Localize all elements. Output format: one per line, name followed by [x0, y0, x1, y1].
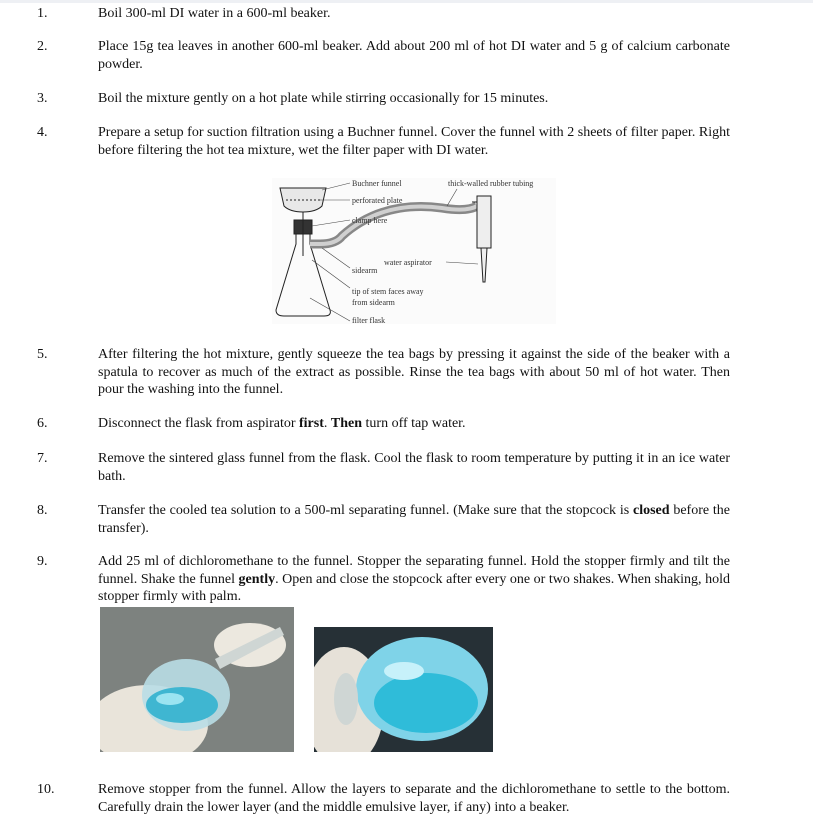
step-text [98, 553, 730, 606]
label-rubber-tubing: thick-walled rubber tubing [448, 179, 534, 188]
step-number: 4. [37, 125, 48, 140]
step-number: 10. [37, 782, 55, 797]
label-filter-flask: filter flask [352, 316, 386, 324]
step-number: 1. [37, 6, 48, 21]
label-tip-of-stem: tip of stem faces away [352, 287, 424, 296]
rubber-tubing-drawing [310, 206, 477, 244]
step-number: 6. [37, 416, 48, 431]
text-run: . Open and close the stopcock after every one or two shakes. When shaking, hold stopper firmly with palm. [98, 571, 730, 604]
label-perforated-plate: perforated plate [352, 196, 403, 205]
photo-shaking-funnel [100, 607, 294, 752]
text-run: . [323, 416, 331, 431]
label-clamp-here: clamp here [352, 216, 388, 225]
step-text [98, 502, 730, 537]
photo-venting-funnel [314, 627, 493, 752]
text-run: Transfer the cooled tea solution to a 500-ml separating funnel. (Make sure that the stopcock is [98, 503, 633, 518]
step-number: 7. [37, 451, 48, 466]
label-sidearm: sidearm [352, 266, 378, 275]
step-text: Place 15g tea leaves in another 600-ml beaker. Add about 200 ml of hot DI water and 5 g of calcium carbonate powder. [98, 39, 730, 72]
step-text: Remove stopper from the funnel. Allow the layers to separate and the dichloromethane to settle to the bottom. Carefully drain the lower layer (and the middle emulsive layer, if any) into a beaker. [98, 782, 730, 815]
step-text: Remove the sintered glass funnel from the flask. Cool the flask to room temperature by putting it in an ice water bath. [98, 451, 730, 484]
bold-text: closed [632, 503, 670, 518]
bold-text: first [299, 416, 324, 431]
suction-filtration-diagram [272, 178, 556, 324]
page-top-edge [0, 0, 813, 3]
step-number: 3. [37, 91, 48, 106]
step-number: 5. [37, 347, 48, 362]
step-text: After filtering the hot mixture, gently squeeze the tea bags by pressing it against the side of the beaker with a spatula to recover as much of the extract as possible. Rinse the tea bags with about 50 ml of hot water. Then pour the washing into the funnel. [98, 347, 730, 397]
label-from-sidearm: from sidearm [352, 298, 395, 307]
bold-text: gently [238, 571, 276, 587]
step-text: Boil 300-ml DI water in a 600-ml beaker. [98, 6, 331, 21]
step-text: Prepare a setup for suction filtration using a Buchner funnel. Cover the funnel with 2 sheets of filter paper. Right before filtering the hot tea mixture, wet the filter paper with DI water. [98, 125, 730, 158]
step-number: 8. [37, 503, 48, 518]
step-text [98, 415, 730, 433]
text-run: Add 25 ml of dichloromethane to the funnel. Stopper the separating funnel. Hold the stopper firmly and tilt the funnel. Shake the funnel [98, 554, 730, 587]
step-text: Boil the mixture gently on a hot plate while stirring occasionally for 15 minutes. [98, 91, 549, 106]
step-number: 9. [37, 554, 48, 569]
text-run: Disconnect the flask from aspirator [98, 416, 299, 431]
label-water-aspirator: water aspirator [384, 258, 432, 267]
text-run: turn off tap water. [362, 416, 466, 431]
text-run: before the transfer). [98, 503, 731, 536]
label-buchner-funnel: Buchner funnel [352, 179, 402, 188]
bold-text: Then [330, 416, 363, 431]
step-number: 2. [37, 39, 48, 54]
